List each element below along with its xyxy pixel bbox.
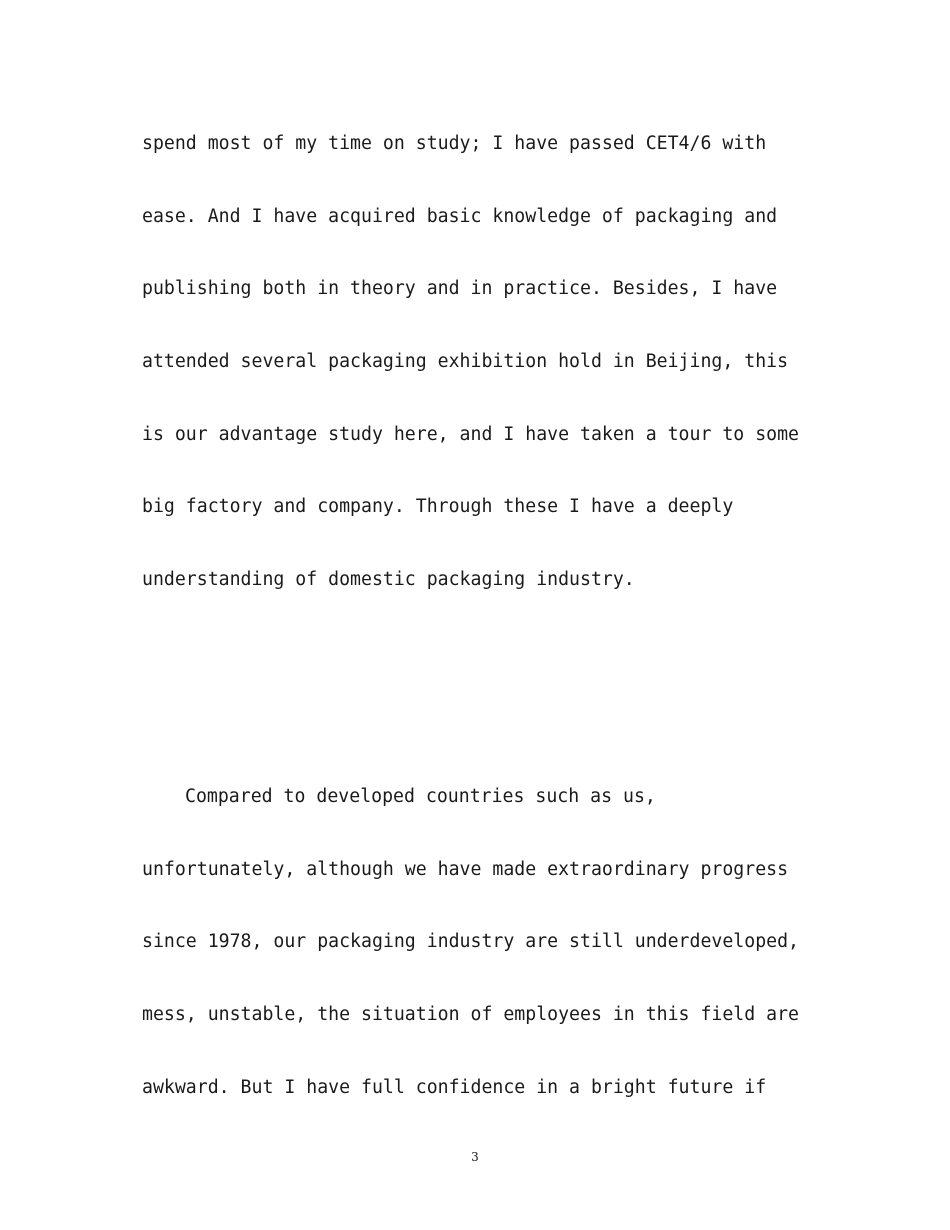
text-line: since 1978, our packaging industry are still underdeveloped, bbox=[142, 931, 799, 953]
text-line: ease. And I have acquired basic knowledge of packaging and bbox=[142, 205, 778, 227]
paragraph-2 bbox=[142, 787, 822, 1150]
text-line: mess, unstable, the situation of employees in this field are bbox=[142, 1004, 799, 1026]
text-line: publishing both in theory and in practice. Besides, I have bbox=[142, 278, 778, 300]
text-line: awkward. But I have full confidence in a bright future if bbox=[142, 1076, 767, 1098]
text-line: is our advantage study here, and I have taken a tour to some bbox=[142, 423, 799, 445]
text-line: unfortunately, although we have made extraordinary progress bbox=[142, 858, 789, 880]
text-line: big factory and company. Through these I have a deeply bbox=[142, 496, 734, 518]
text-line: attended several packaging exhibition hold in Beijing, this bbox=[142, 351, 789, 373]
text-line-indented: Compared to developed countries such as us, bbox=[185, 786, 656, 807]
text-line: spend most of my time on study; I have passed CET4/6 with bbox=[142, 133, 767, 154]
paragraph-1 bbox=[142, 134, 822, 643]
text-line: understanding of domestic packaging industry. bbox=[142, 569, 635, 591]
page-number: 3 bbox=[471, 1150, 479, 1164]
